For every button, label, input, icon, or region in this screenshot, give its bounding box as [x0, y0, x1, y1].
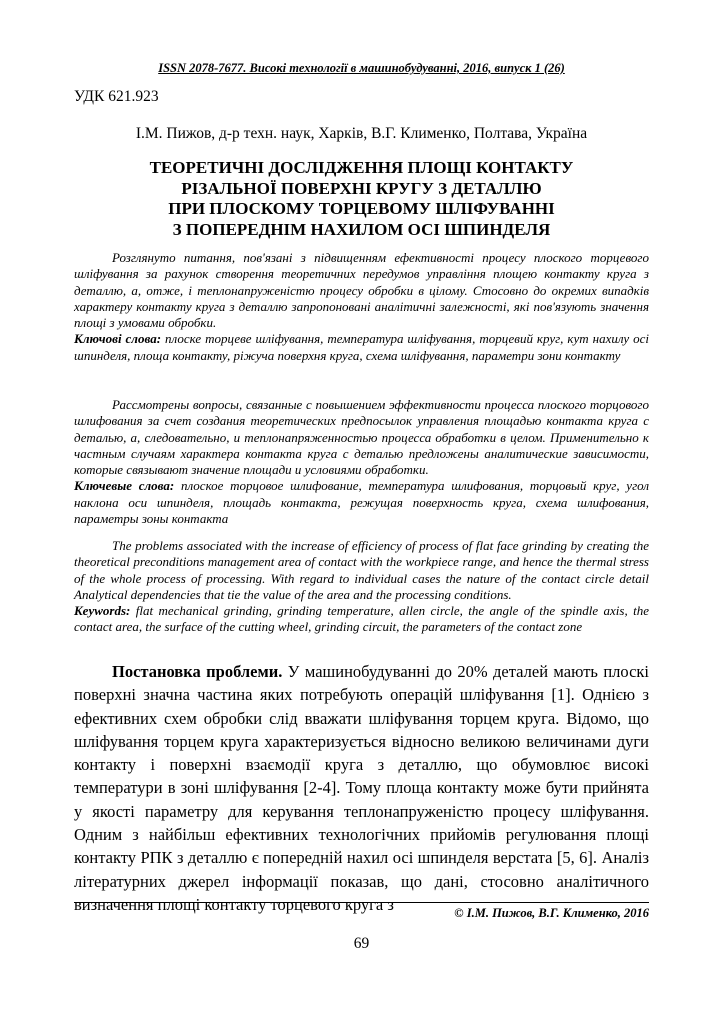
- keywords-text: плоске торцеве шліфування, температура шліфування, торцевий круг, кут нахилу осі шпинделя, площа контакту, ріжуча поверхня круга, схема шліфування, параметри зони контакту: [74, 331, 649, 363]
- title-line: З ПОПЕРЕДНІМ НАХИЛОМ ОСІ ШПИНДЕЛЯ: [172, 219, 551, 239]
- section-heading: Постановка проблеми.: [112, 662, 283, 681]
- footer-rule: [74, 902, 649, 903]
- abstract-text: The problems associated with the increase of efficiency of process of flat face grinding by creating the theoretical preconditions management area of contact with the workpiece range, and hence the thermal stress of the whole process of processing. With regard to individual cases the nature of the contact circle detail Analytical dependencies that tie the value of the area and the processing conditions.: [74, 538, 649, 602]
- title-line: ПРИ ПЛОСКОМУ ТОРЦЕВОМУ ШЛІФУВАННІ: [168, 199, 555, 218]
- abstract-ukrainian: [74, 250, 649, 364]
- paper-title: [74, 158, 649, 240]
- body-section: [74, 660, 649, 916]
- abstract-text: Розглянуто питання, пов'язані з підвищенням ефективності процесу плоского торцевого шліфування за рахунок створення теоретичних передумов управління площею контакту круга з деталлю, а, отже, і теплонапруженістю процесу обробки в цілому. Стосовно до окремих випадків характеру контакту круга з деталлю запропоновані аналітичні залежності, які пов'язують значення площі з умовами обробки.: [74, 250, 649, 331]
- paragraph-text: У машинобудуванні до 20% деталей мають плоскі поверхні значна частина яких потребують операцій шліфування [1]. Однією з ефективних схем обробки слід вважати шліфування торцем круга. Відомо, що шліфування торцем круга характеризується відносно великою величинами дуги контакту і поверхні взаємодії круга з деталлю, що обумовлює високі температури в зоні шліфування [2-4]. Тому площа контакту може бути прийнята у якості параметру для керування теплонапруженістю процесу шліфування. Одним з найбільш ефективних технологічних прийомів регулювання площі контакту РПК з деталлю є попередній нахил осі шпинделя верстата [5, 6]. Аналіз літературних джерел інформації показав, що дані, стосовно аналітичного визначення площі контакту торцевого круга з: [74, 662, 649, 914]
- keywords-text: плоское торцовое шлифование, температура шлифования, торцовый круг, угол наклона оси шпинделя, площадь контакта, режущая поверхность круга, схема шлифования, параметры зоны контакта: [74, 478, 649, 527]
- abstract-text: Рассмотрены вопросы, связанные с повышением эффективности процесса плоского торцового шлифования за счет создания теоретических предпосылок управления площадью контакта круга с деталью, а, следовательно, и теплонапряженностью процесса обработки в целом. Применительно к частным случаям характера контакта круга с деталью предложены аналитические зависимости, которые связывают значение площади и условиями обработки.: [74, 397, 649, 478]
- keywords: [74, 331, 649, 364]
- keywords-label: Ключевые слова:: [74, 478, 175, 494]
- title-line: ТЕОРЕТИЧНІ ДОСЛІДЖЕННЯ ПЛОЩІ КОНТАКТУ: [149, 158, 574, 177]
- authors-line: І.М. Пижов, д-р техн. наук, Харків, В.Г. Клименко, Полтава, Україна: [135, 125, 588, 142]
- page-number: 69: [353, 935, 370, 952]
- abstract-english: [74, 538, 649, 636]
- keywords-label: Ключові слова:: [74, 331, 162, 347]
- abstract-russian: [74, 397, 649, 527]
- title-line: РІЗАЛЬНОЇ ПОВЕРХНІ КРУГУ З ДЕТАЛЛЮ: [181, 178, 542, 198]
- keywords: [74, 478, 649, 527]
- journal-header: ISSN 2078-7677. Високі технології в машинобудуванні, 2016, випуск 1 (26): [158, 61, 565, 75]
- body-paragraph: [74, 660, 649, 916]
- udk-code: УДК 621.923: [74, 88, 159, 105]
- keywords-text: flat mechanical grinding, grinding temperature, allen circle, the angle of the spindle axis, the contact area, the surface of the cutting wheel, grinding circuit, the parameters of the contact zone: [74, 603, 649, 635]
- copyright-note: © І.М. Пижов, В.Г. Клименко, 2016: [454, 906, 649, 920]
- keywords: [74, 603, 649, 636]
- keywords-label: Keywords:: [74, 603, 131, 619]
